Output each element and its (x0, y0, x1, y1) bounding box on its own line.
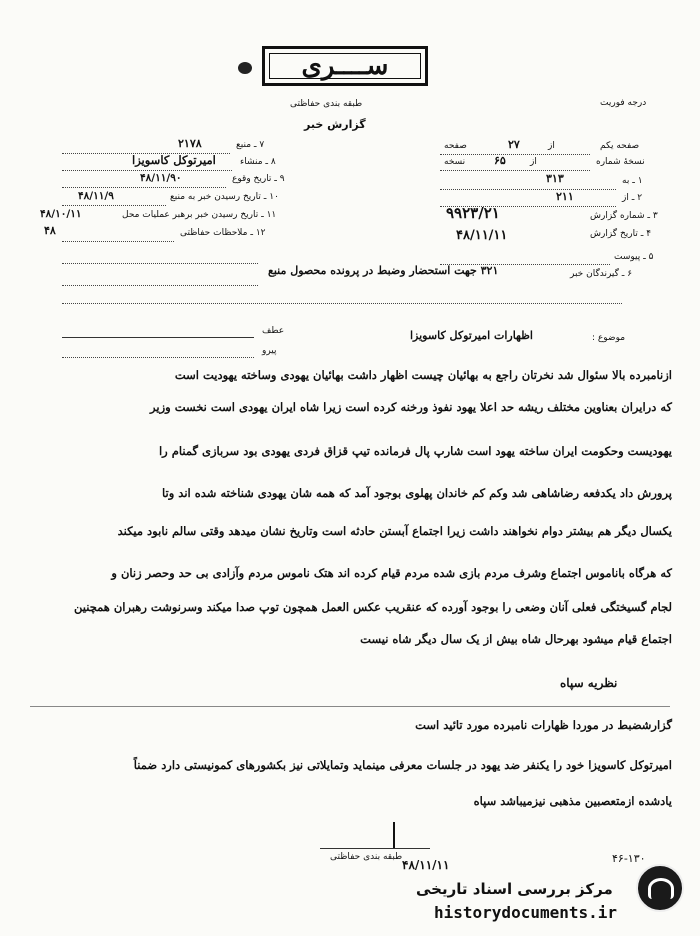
body-line: ازنامبرده بالا سئوال شد نخرتان راجع به بهائیان چیست اظهار داشت بهائیان یهودی وساخته یهودیت است (174, 368, 672, 382)
page-number: ۴۶-۱۳۰ (612, 852, 646, 865)
footer-protection-label: طبقه بندی حفاظتی (330, 852, 403, 862)
field-1-label: ۱ ـ به (622, 176, 643, 186)
field-12-label: ۱۲ ـ ملاحظات حفاظتی (180, 228, 266, 238)
body-line: یکسال دیگر هم بیشتر دوام نخواهند داشت زیرا اجتماع آبستن حادثه است وتاریخ نشان میدهد وقتی سالم نابود میکند (117, 524, 672, 538)
protection-class-label: طبقه بندی حفاظتی (290, 99, 363, 109)
page-suffix: صفحه (444, 141, 467, 151)
follow-label: پیرو (262, 346, 277, 356)
field-3-label: ۳ ـ شماره گزارش (590, 211, 658, 221)
field-12-value: ۴۸ (44, 224, 56, 237)
field-7-value: ۲۱۷۸ (178, 137, 202, 150)
classification-stamp: ســــری (301, 51, 389, 81)
field-4-value: ۴۸/۱۱/۱۱ (456, 228, 508, 243)
copy-label: نسخهٔ شماره (596, 157, 645, 167)
field-11-label: ۱۱ ـ تاریخ رسیدن خبر برهبر عملیات محل (122, 210, 277, 220)
evaluation-line: گزارشضبط در موردا ظهارات نامبرده مورد تائید است (415, 718, 672, 732)
archive-logo-icon (636, 864, 684, 912)
dotted-line (62, 240, 174, 242)
signature-mark (393, 822, 395, 848)
evaluation-line: امیرتوکل کاسویزا خود را یکنفر ضد یهود در جلسات معرفی مینماید وتمایلاتی نیز بکشورهای کمونیستی دارد ضمناً (133, 758, 672, 772)
dotted-line (62, 356, 254, 358)
copy-total: ۶۵ (494, 154, 506, 167)
page-of: از (548, 141, 555, 151)
dotted-line (62, 262, 258, 264)
priority-label: درجه فوریت (600, 98, 647, 108)
field-9-value: ۴۸/۱۱/۹۰ (140, 172, 182, 184)
dotted-line (62, 204, 166, 206)
ink-blot (238, 62, 252, 74)
field-11-value: ۴۸/۱۰/۱۱ (40, 208, 82, 220)
copy-of: از (530, 157, 537, 167)
copy-suffix: نسخه (444, 157, 466, 167)
body-line: اجتماع قیام میشود بهرحال شاه بیش از یک سال دیگر شاه نیست (360, 632, 672, 646)
body-line: پرورش داد یکدفعه رضاشاهی شد وکم کم خاندان پهلوی بوجود آمد که همه شان یهودی شناخته شده اند وتا (162, 486, 672, 500)
field-10-value: ۴۸/۱۱/۹ (78, 190, 114, 202)
field-6-label: ۶ ـ گیرندگان خبر (570, 269, 633, 279)
field-3-value: ۹۹۲۳/۲۱ (446, 204, 500, 222)
field-10-label: ۱۰ ـ تاریخ رسیدن خبر به منبع (170, 192, 279, 202)
dotted-line (440, 188, 616, 190)
ref-label: عطف (262, 326, 285, 336)
field-8-value: امیرتوکل کاسویزا (132, 153, 216, 167)
page-total: ۲۷ (508, 138, 520, 151)
report-type-title: گزارش خبر (304, 118, 366, 131)
subject-value: اظهارات امیرتوکل کاسویزا (410, 329, 533, 342)
watermark-url: historydocuments.ir (434, 903, 618, 922)
body-line: که هرگاه باناموس اجتماع وشرف مردم بازی شده مردم قیام کرده اند هتک ناموس مردم وآزادی بی حد وحصر زنان و (111, 566, 672, 580)
field-7-label: ۷ ـ منبع (236, 140, 265, 150)
dotted-line (62, 169, 232, 171)
body-line: یهودیست وحکومت ایران ساخته یهود است شارپ پال فرمانده تیپ قزاق فردی یهودی بود سربازی گمنام را (158, 444, 672, 458)
ref-line (62, 337, 254, 338)
field-9-label: ۹ ـ تاریخ وقوع (232, 174, 285, 184)
section-divider (30, 706, 670, 707)
body-line: لجام گسیختگی فعلی آنان وضعی را بوجود آورده که عنقریب عکس العمل همچون توپ صدا میکند وسرنوشت رهبران همچنین (74, 600, 672, 614)
dotted-line (440, 153, 590, 155)
field-6-value: ۳۲۱ جهت استحضار وضبط در پرونده محصول منبع (268, 264, 499, 277)
field-1-value: ۳۱۳ (546, 172, 564, 185)
field-8-label: ۸ ـ منشاء (240, 157, 276, 167)
subject-label: موضوع : (592, 333, 626, 343)
footer-line (320, 848, 430, 849)
field-2-label: ۲ ـ از (622, 193, 643, 203)
evaluation-line: یادشده ازمتعصبین مذهبی نیزمیباشد سپاه (473, 794, 672, 808)
dotted-line (62, 284, 258, 286)
dotted-line (62, 186, 226, 188)
dotted-line (440, 169, 590, 171)
field-4-label: ۴ ـ تاریخ گزارش (590, 229, 652, 239)
footer-handwritten-date: ۴۸/۱۱/۱۱ (402, 858, 450, 872)
watermark-name: مرکز بررسی اسناد تاریخی (416, 880, 613, 898)
dotted-line (62, 302, 622, 304)
opinion-label: نظریه سپاه (560, 676, 618, 690)
field-5-label: ۵ ـ پیوست (614, 252, 654, 262)
field-2-value: ۲۱۱ (556, 190, 574, 203)
page-label: صفحه یکم (600, 141, 640, 151)
body-line: که درایران بعناوین مختلف ریشه حد اعلا یهود نفوذ ورخنه کرده است زیرا شاه ایران یهودی است نخست وزیر (150, 400, 672, 414)
